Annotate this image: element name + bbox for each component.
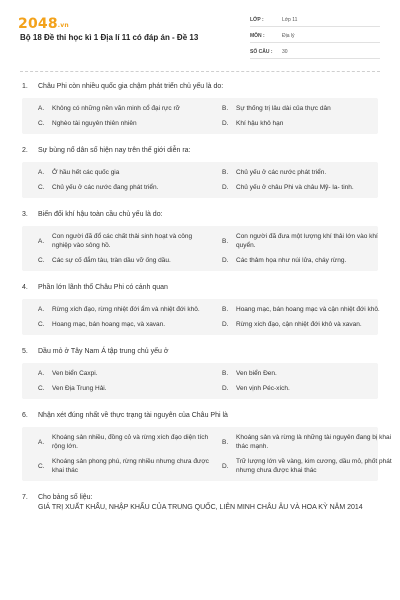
- question-number: 6.: [22, 412, 28, 419]
- meta-label: SỐ CÂU :: [250, 49, 273, 55]
- table-caption: GIÁ TRỊ XUẤT KHẨU, NHẬP KHẨU CỦA TRUNG QUỐC, LIÊN MINH CHÂU ÂU VÀ HOA KỲ NĂM 2014: [38, 504, 363, 511]
- options-panel: [22, 162, 378, 198]
- document-header: [0, 0, 400, 66]
- question-6: [22, 411, 392, 481]
- exam-meta: [250, 14, 380, 59]
- option-d[interactable]: D. Trữ lượng lớn về vàng, kim cương, dầu mỏ, phốt phát nhưng chưa được khai thác: [222, 458, 392, 474]
- option-c[interactable]: C. Chủ yếu ở các nước đang phát triển.: [38, 184, 159, 191]
- option-a[interactable]: A. Rừng xích đạo, rừng nhiệt đới ẩm và nhiệt đới khô.: [38, 306, 200, 313]
- question-number: 1.: [22, 83, 28, 90]
- option-b[interactable]: B. Hoang mạc, bán hoang mạc và cận nhiệt đới khô.: [222, 306, 380, 313]
- question-stem: [22, 210, 378, 219]
- question-text: Nhận xét đúng nhất về thực trạng tài nguyên của Châu Phi là: [38, 412, 228, 419]
- option-d[interactable]: D. Khí hậu khô hạn: [222, 120, 284, 127]
- option-d[interactable]: D. Ven vịnh Péc-xích.: [222, 385, 290, 392]
- option-d[interactable]: D. Rừng xích đạo, cận nhiệt đới khô và xavan.: [222, 321, 362, 328]
- question-7: [22, 493, 378, 512]
- options-panel: [22, 226, 378, 271]
- option-d[interactable]: D. Các thảm họa như núi lửa, cháy rừng.: [222, 257, 347, 264]
- question-number: 2.: [22, 147, 28, 154]
- question-stem: [22, 283, 378, 292]
- meta-value: Lớp 11: [282, 17, 298, 23]
- option-b[interactable]: B. Sự thống trị lâu dài của thực dân: [222, 105, 331, 112]
- question-number: 7.: [22, 494, 28, 501]
- meta-value: Địa lý: [282, 33, 295, 39]
- question-3: [22, 210, 378, 271]
- option-a[interactable]: A. Không có những nền văn minh cổ đại rực rỡ: [38, 105, 180, 112]
- question-text: Phần lớn lãnh thổ Châu Phi có cảnh quan: [38, 284, 168, 291]
- question-list: [0, 80, 400, 512]
- question-text: Dầu mỏ ở Tây Nam Á tập trung chủ yếu ở: [38, 348, 169, 355]
- option-b[interactable]: B. Ven biển Đen.: [222, 370, 277, 377]
- question-stem: [22, 493, 378, 502]
- meta-subject: [250, 30, 380, 43]
- options-panel: [22, 98, 378, 134]
- meta-count: [250, 46, 380, 59]
- question-text: Cho bảng số liệu:: [38, 494, 93, 501]
- option-c[interactable]: C. Nghèo tài nguyên thiên nhiên: [38, 120, 137, 127]
- option-c[interactable]: C. Khoáng sản phong phú, rừng nhiều nhưng chưa được khai thác: [38, 458, 209, 474]
- options-panel: [22, 299, 378, 335]
- options-panel: [22, 363, 378, 399]
- question-stem: [22, 347, 378, 356]
- meta-class: [250, 14, 380, 27]
- question-5: [22, 347, 378, 399]
- question-text: Châu Phi còn nhiều quốc gia chậm phát triển chủ yếu là do:: [38, 83, 224, 90]
- question-number: 4.: [22, 284, 28, 291]
- question-1: [22, 82, 378, 134]
- question-stem: [22, 146, 378, 155]
- option-b[interactable]: B. Khoáng sản và rừng là những tài nguyên đang bị khai thác mạnh.: [222, 434, 392, 450]
- meta-label: LỚP :: [250, 17, 264, 23]
- question-number: 3.: [22, 211, 28, 218]
- question-text: Biến đổi khí hậu toàn cầu chủ yếu là do:: [38, 211, 163, 218]
- site-logo[interactable]: 2048.vn: [18, 16, 69, 32]
- option-c[interactable]: C. Ven Địa Trung Hải.: [38, 385, 107, 392]
- option-a[interactable]: A. Ven biển Caxpi.: [38, 370, 98, 377]
- meta-value: 30: [282, 49, 288, 55]
- option-d[interactable]: D. Chủ yếu ở châu Phi và châu Mỹ- la- tinh.: [222, 184, 354, 191]
- option-b[interactable]: B. Con người đã đưa một lượng khí thải lớn vào khí quyển.: [222, 233, 378, 249]
- question-text: Sự bùng nổ dân số hiện nay trên thế giới diễn ra:: [38, 147, 191, 154]
- header-divider: [20, 71, 380, 72]
- option-a[interactable]: A. Ở hầu hết các quốc gia: [38, 169, 120, 176]
- option-a[interactable]: A. Con người đã đổ các chất thải sinh hoạt và công nghiệp vào sông hồ.: [38, 233, 193, 249]
- meta-label: MÔN :: [250, 33, 265, 39]
- option-c[interactable]: C. Hoang mạc, bán hoang mạc, và xavan.: [38, 321, 166, 328]
- question-2: [22, 146, 378, 198]
- option-c[interactable]: C. Các sự cố đắm tàu, tràn dầu vỡ ống dầu.: [38, 257, 171, 264]
- question-stem: [22, 411, 378, 420]
- option-a[interactable]: A. Khoáng sản nhiều, đồng cỏ và rừng xích đạo diện tích rộng lớn.: [38, 434, 209, 450]
- question-stem: [22, 82, 378, 91]
- page-title: Bộ 18 Đề thi học kì 1 Địa lí 11 có đáp án - Đề 13: [20, 33, 199, 42]
- question-4: [22, 283, 378, 335]
- option-b[interactable]: B. Chủ yếu ở các nước phát triển.: [222, 169, 327, 176]
- question-number: 5.: [22, 348, 28, 355]
- options-panel: [22, 427, 392, 481]
